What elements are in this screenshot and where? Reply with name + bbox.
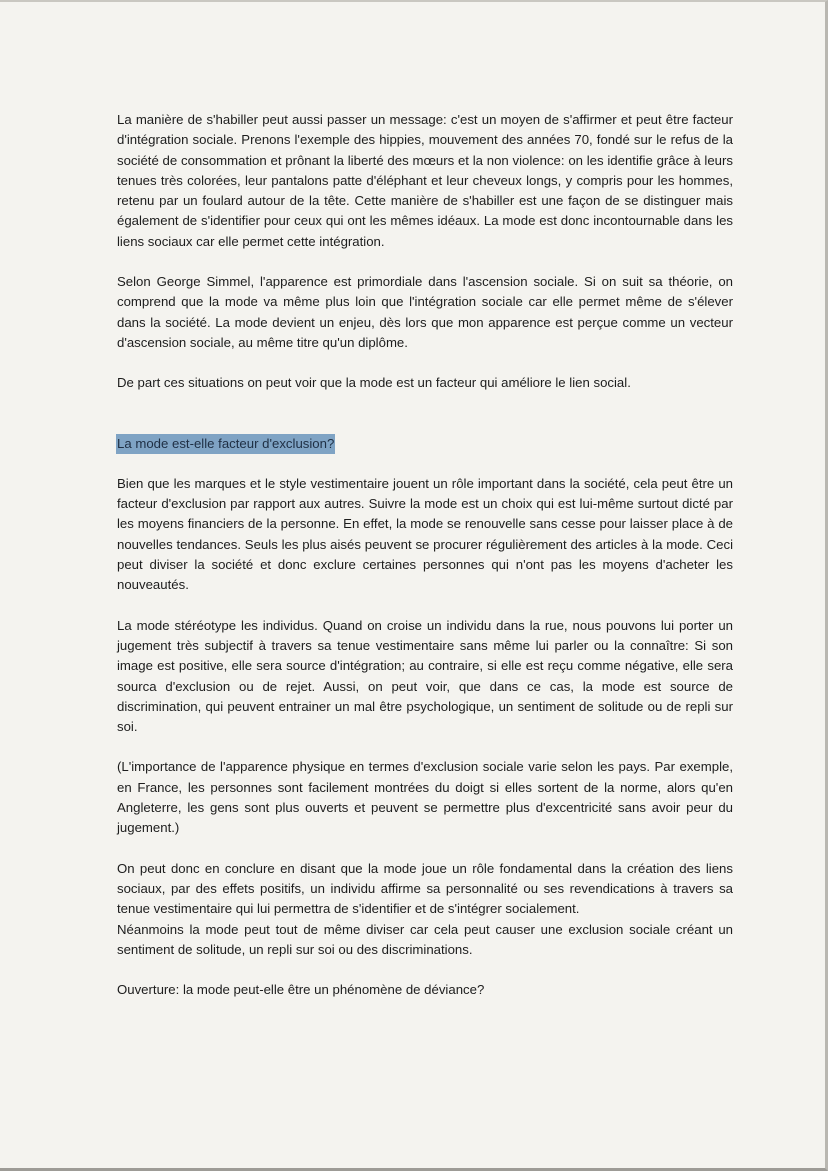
section-heading: La mode est-elle facteur d'exclusion? — [116, 434, 335, 454]
paragraph-neanmoins: Néanmoins la mode peut tout de même diviser car cela peut causer une exclusion sociale créant un sentiment de solitude, un repli sur soi ou des discriminations. — [117, 921, 733, 957]
paragraph-lien-social: De part ces situations on peut voir que la mode est un facteur qui améliore le lien social. — [117, 375, 631, 391]
paragraph-stereotype: La mode stéréotype les individus. Quand on croise un individu dans la rue, nous pouvons lui porter un jugement très subjectif à travers sa tenue vestimentaire sans même lui parler ou la connaître: Si son image est positive, elle sera source d'intégration; au contraire, si elle est reçu comme négative, elle sera sourca d'exclusion ou de rejet. Aussi, on peut voir, que dans ce cas, la mode est source de discrimination, qui peuvent entrainer un mal être psychologique, un sentiment de solitude ou de repli sur soi. — [117, 617, 733, 735]
document-body — [117, 110, 733, 1000]
paragraph-ouverture: Ouverture: la mode peut-elle être un phénomène de déviance? — [117, 982, 485, 998]
paragraph-simmel: Selon George Simmel, l'apparence est primordiale dans l'ascension sociale. Si on suit sa théorie, on comprend que la mode va même plus loin que l'intégration sociale car elle permet même de s'élever dans la société. La mode devient un enjeu, dès lors que mon apparence est perçue comme un vecteur d'ascension sociale, au même titre qu'un diplôme. — [117, 274, 733, 350]
paragraph-pays: (L'importance de l'apparence physique en termes d'exclusion sociale varie selon les pays. Par exemple, en France, les personnes sont facilement montrées du doigt si elles sortent de la norme, alors qu'en Angleterre, les gens sont plus ouverts et peuvent se permettre plus d'excentricité sans avoir peur du jugement.) — [117, 759, 733, 836]
paragraph-conclusion: On peut donc en conclure en disant que la mode joue un rôle fondamental dans la création des liens sociaux, par des effets positifs, un individu affirme sa personnalité ou ses revendications à travers sa tenue vestimentaire qui lui permettra de s'identifier et de s'intégrer socialement. — [117, 860, 733, 917]
paragraph-integration: La manière de s'habiller peut aussi passer un message: c'est un moyen de s'affirmer et peut être facteur d'intégration sociale. Prenons l'exemple des hippies, mouvement des années 70, fondé sur le refus de la société de consommation et prônant la liberté des mœurs et la non violence: on les identifie grâce à leurs tenues très colorées, leur pantalons patte d'éléphant et leur cheveux longs, y compris pour les hommes, retenu par un foulard autour de la tête. Cette manière de s'habiller est une façon de se distinguer mais également de s'identifier pour ceux qui ont les mêmes idéaux. La mode est donc incontournable dans les liens sociaux car elle permet cette intégration. — [117, 112, 733, 249]
paragraph-marques: Bien que les marques et le style vestimentaire jouent un rôle important dans la société, cela peut être un facteur d'exclusion par rapport aux autres. Suivre la mode est un choix qui est lui-même surtout dicté par les moyens financiers de la personne. En effet, la mode se renouvelle sans cesse pour laisser place à de nouvelles tendances. Seuls les plus aisés peuvent se procurer régulièrement des articles à la mode. Ceci peut diviser la société et donc exclure certaines personnes qui n'ont pas les moyens d'acheter les nouveautés. — [117, 475, 733, 593]
